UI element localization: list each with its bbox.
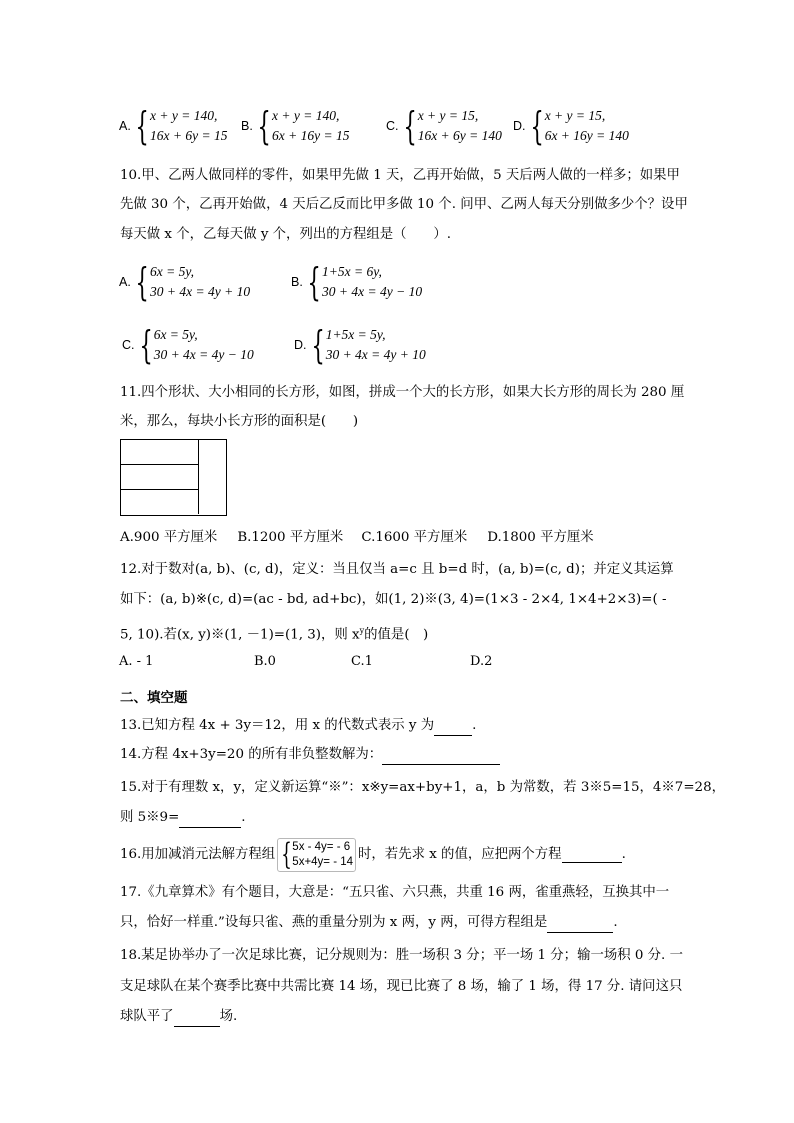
option-c: C.1600 平方厘米 (361, 530, 468, 545)
answer-blank[interactable] (382, 750, 500, 765)
equation: 5x - 4y= - 6 (292, 841, 351, 853)
q10-line1: 10.甲、乙两人做同样的零件，如果甲先做 1 天，乙再开始做，5 天后两人做的一样多；如果甲 (120, 168, 680, 183)
q17-line1: 17.《九章算术》有个题目，大意是：“五只雀、六只燕，共重 16 两，雀重燕轻，互换其中一 (120, 885, 670, 900)
q14 (120, 745, 500, 765)
brace-icon: { (257, 104, 271, 148)
q10-option-a (119, 262, 250, 302)
equation: 6x = 5y, (153, 327, 198, 342)
q10-option-b (291, 262, 422, 302)
answer-blank[interactable] (174, 1012, 220, 1027)
q10-option-d (294, 325, 426, 365)
q10-line3: 每天做 x 个，乙每天做 y 个，列出的方程组是（ ）. (120, 227, 451, 242)
q9-option-c (386, 106, 502, 146)
equation: x + y = 140, (150, 108, 218, 123)
equation: x + y = 15, (417, 108, 479, 123)
option-label: C. (386, 119, 399, 133)
q18-line3 (120, 1007, 237, 1027)
q16 (120, 838, 626, 872)
q12-option-a: A. - 1 (119, 654, 154, 669)
q12-line3 (120, 621, 428, 645)
option-label: A. (119, 275, 131, 289)
equation: x + y = 140, (272, 108, 340, 123)
q10-option-c (122, 325, 254, 365)
equation: 16x + 6y = 15 (150, 128, 228, 143)
brace-icon: { (135, 260, 149, 304)
option-label: B. (291, 275, 303, 289)
equation: 30 + 4x = 4y + 10 (325, 347, 426, 362)
answer-blank[interactable] (434, 721, 472, 736)
option-label: C. (122, 338, 135, 352)
q14-text: 14.方程 4x+3y=20 的所有非负整数解为： (120, 747, 383, 762)
q15-line2 (120, 808, 246, 828)
brace-icon: { (135, 104, 149, 148)
brace-icon: { (281, 837, 293, 872)
q11-line1: 11.四个形状、大小相同的长方形，如图，拼成一个大的长方形，如果大长方形的周长为 280 厘 (120, 385, 685, 400)
q12-text: 5, 10).若(x, y)※(1, －1)=(1, 3)，则 x (120, 627, 360, 643)
q15-text: 则 5※9= (120, 810, 180, 825)
q10-line2: 先做 30 个，乙再开始做，4 天后乙反而比甲多做 10 个. 问甲、乙两人每天分别做多少个？设甲 (120, 197, 688, 212)
q12-option-b: B.0 (254, 654, 276, 669)
superscript: y (359, 626, 365, 635)
q16-text: 时，若先求 x 的值，应把两个方程 (358, 847, 562, 862)
brace-icon: { (138, 323, 153, 367)
equation: 16x + 6y = 140 (417, 128, 502, 143)
period: . (613, 915, 618, 930)
brace-icon: { (310, 323, 325, 367)
q12-option-d: D.2 (470, 654, 493, 669)
q12-line1: 12.对于数对(a, b)、(c, d)，定义：当且仅当 a=c 且 b=d 时，(a, b)=(c, d)；并定义其运算 (120, 562, 674, 577)
q18-end: 场. (219, 1009, 238, 1024)
q11-options (120, 528, 594, 548)
brace-icon: { (307, 260, 321, 304)
equation: 30 + 4x = 4y + 10 (150, 284, 251, 299)
equation: 6x + 16y = 15 (272, 128, 350, 143)
q9-option-a (119, 106, 227, 146)
equation: 30 + 4x = 4y − 10 (153, 347, 254, 362)
option-d: D.1800 平方厘米 (487, 530, 594, 545)
section-heading: 二、填空题 (120, 690, 188, 705)
small-rectangle (120, 465, 199, 490)
period: . (472, 718, 477, 733)
q15-line1: 15.对于有理数 x，y，定义新运算“※”：x※y=ax+by+1，a，b 为常数，若 3※5=15，4※7=28， (120, 780, 725, 795)
equation-system-image (277, 838, 356, 872)
q18-line1: 18.某足协举办了一次足球比赛，记分规则为：胜一场积 3 分；平一场 1 分；输一场积 0 分. 一 (120, 948, 683, 963)
q17-line2 (120, 913, 618, 933)
small-rectangle (120, 439, 199, 465)
q9-option-b (241, 106, 349, 146)
brace-icon: { (529, 104, 544, 148)
option-label: B. (241, 119, 253, 133)
q12-option-c: C.1 (351, 654, 373, 669)
equation: 6x = 5y, (150, 264, 194, 279)
equation: 30 + 4x = 4y − 10 (322, 284, 423, 299)
answer-blank[interactable] (562, 848, 622, 863)
equation: 6x + 16y = 140 (544, 128, 629, 143)
answer-blank[interactable] (179, 813, 241, 828)
option-label: D. (513, 119, 526, 133)
equation: 1+5x = 5y, (325, 327, 386, 342)
small-rectangle (120, 490, 199, 514)
equation: x + y = 15, (544, 108, 606, 123)
option-label: A. (119, 119, 131, 133)
period: . (621, 847, 626, 862)
option-a: A.900 平方厘米 (120, 530, 218, 545)
brace-icon: { (402, 104, 417, 148)
q18-text: 球队平了 (120, 1009, 174, 1024)
q13 (120, 716, 476, 736)
q12-text: 的值是( ) (364, 627, 429, 643)
equation: 5x+4y= - 14 (292, 856, 354, 868)
q11-line2: 米，那么，每块小长方形的面积是( ) (120, 414, 359, 429)
q18-line2: 支足球队在某个赛季比赛中共需比赛 14 场，现已比赛了 8 场，输了 1 场，得 17 分. 请问这只 (120, 979, 683, 994)
q12-line2: 如下：(a, b)※(c, d)=(ac - bd, ad+bc)，如(1, 2)※(3, 4)=(1×3 - 2×4, 1×4+2×3)=( - (120, 592, 667, 607)
option-b: B.1200 平方厘米 (237, 530, 344, 545)
q17-text: 只，恰好一样重.”设每只雀、燕的重量分别为 x 两，y 两，可得方程组是 (120, 915, 548, 930)
option-label: D. (294, 338, 307, 352)
q16-text: 16.用加减消元法解方程组 (120, 847, 276, 862)
equation: 1+5x = 6y, (322, 264, 382, 279)
answer-blank[interactable] (547, 918, 613, 933)
q13-text: 13.已知方程 4x + 3y＝12，用 x 的代数式表示 y 为 (120, 718, 435, 733)
rectangle-figure (120, 439, 226, 515)
period: . (241, 810, 246, 825)
q9-option-d (513, 106, 629, 146)
